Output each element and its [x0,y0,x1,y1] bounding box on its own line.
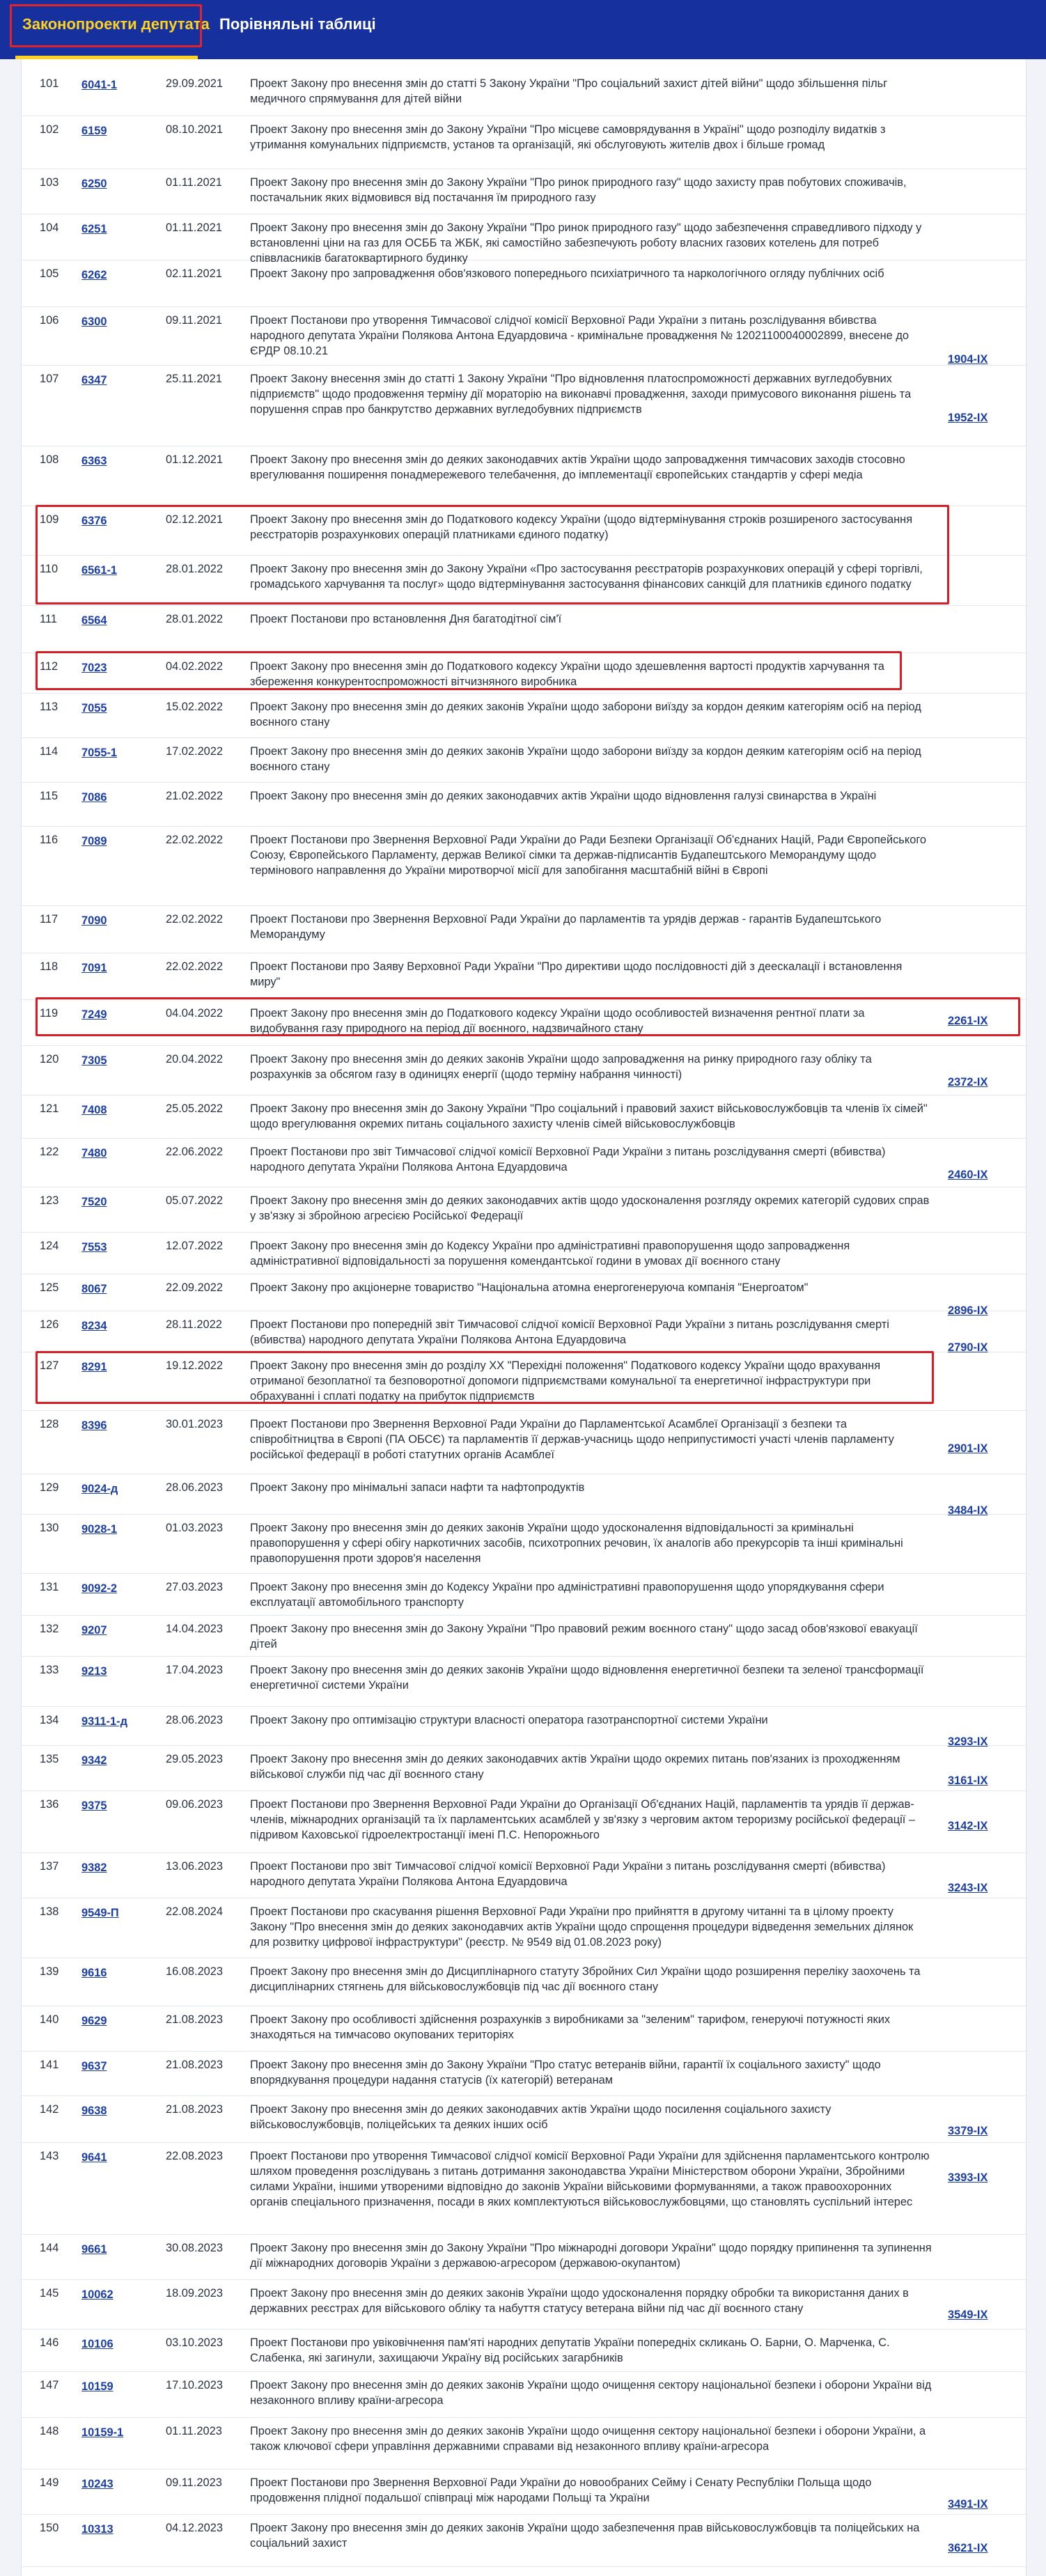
highlight-box [36,505,949,604]
bill-registration-link[interactable]: 9549-П [81,1907,119,1919]
table-row [22,1474,1026,1515]
table-row [22,1706,1026,1746]
bill-title: Проект Постанови про Звернення Верховної Ради України до парламентів та урядів держав - гарантів Будапештського Меморандуму [250,913,882,941]
bill-registration-link[interactable]: 6300 [81,315,107,328]
bill-date: 22.09.2022 [166,1281,224,1294]
bill-date: 09.11.2023 [166,2476,222,2489]
bill-registration-link[interactable]: 7249 [81,1008,107,1021]
bill-registration-link[interactable]: 7090 [81,914,107,927]
row-number: 113 [40,701,58,713]
row-number: 104 [40,221,59,234]
row-number: 117 [40,913,58,926]
bill-date: 22.02.2022 [166,913,224,926]
bill-date: 30.08.2023 [166,2242,224,2254]
row-number: 122 [40,1146,59,1158]
bill-title: Проект Постанови про Заяву Верховної Ради України "Про директиви щодо послідовності дій з деескалації і встановлення миру" [250,960,903,988]
law-number-link[interactable]: 1952-IX [948,412,988,424]
row-number: 135 [40,1753,59,1765]
law-number-link[interactable]: 3293-IX [948,1735,988,1748]
bill-title: Проект Закону про внесення змін до Закону України "Про ринок природного газу" щодо захисту прав побутових споживачів, постачальник яких відмовився від постачання їм природного газу [250,176,907,204]
bill-registration-link[interactable]: 6363 [81,455,107,467]
bill-registration-link[interactable]: 7089 [81,835,107,848]
bill-registration-link[interactable]: 9616 [81,1967,107,1979]
bill-date: 19.12.2022 [166,1359,224,1372]
bill-date: 25.05.2022 [166,1102,224,1115]
bill-registration-link[interactable]: 7305 [81,1054,107,1067]
law-number-link[interactable]: 3379-IX [948,2125,988,2137]
bill-title: Проект Закону про внесення змін до деяких законодавчих актів щодо удосконалення розгляду окремих категорій судових справ у зв'язку зі збройною агресією Російської Федерації [250,1194,930,1222]
table-row [22,1232,1026,1274]
row-number: 118 [40,960,58,973]
bill-title: Проект Закону про внесення змін до деяких законів України щодо очищення сектору національної безпеки і оборони України, а також ключової сфери управління державними справами від незаконного впливу країни-агресора [250,2425,926,2453]
highlight-box [36,1351,934,1404]
bill-title: Проект Закону про внесення змін до Дисциплінарного статуту Збройних Сил України щодо розширення переліку заохочень та дисциплінарних стягнень для військовослужбовців під час дії воєнного стану [250,1965,921,1993]
bill-registration-link[interactable]: 6347 [81,374,107,387]
tab-highlight-box [10,4,202,47]
table-row [22,1745,1026,1791]
row-number: 121 [40,1102,59,1115]
row-number: 110 [40,563,58,575]
table-row [22,1615,1026,1657]
table-row [22,214,1026,265]
bill-date: 01.12.2021 [166,453,224,466]
bill-registration-link[interactable]: 7086 [81,791,107,804]
bill-title: Проект Закону про внесення змін до Закону України «Про застосування реєстраторів розрахункових операцій у сфері торгівлі, громадського харчування та послуг» щодо відтермінування застосування фінансових санкцій для платників єдиного податку [250,563,923,591]
bill-title: Проект Закону про внесення змін до деяких законодавчих актів України щодо відновлення галузі свинарства в Україні [250,790,877,802]
bill-registration-link[interactable]: 8067 [81,1283,107,1295]
law-number-link[interactable]: 2901-IX [948,1442,988,1455]
bill-registration-link[interactable]: 10243 [81,2478,114,2490]
bill-registration-link[interactable]: 7408 [81,1104,107,1116]
row-number: 129 [40,1481,59,1494]
row-number: 115 [40,790,58,802]
table-row [22,2234,1026,2280]
bill-title: Проект Закону про внесення змін до Податкового кодексу України (щодо відтермінування строків розширеного застосування реєстраторів розрахункових операцій платниками єдиного податку) [250,513,913,541]
top-navigation-bar [0,0,1046,59]
table-row [22,905,1026,953]
bill-title: Проект Закону про запровадження обов'язкового попереднього психіатричного та наркологічного огляду публічних осіб [250,267,884,280]
row-number: 101 [40,77,59,90]
bill-registration-link[interactable]: 9375 [81,1800,107,1812]
bill-date: 12.07.2022 [166,1240,224,1252]
row-number: 124 [40,1240,59,1252]
row-number: 107 [40,373,59,385]
row-number: 144 [40,2242,59,2254]
law-number-link[interactable]: 3243-IX [948,1882,988,1894]
bill-date: 14.04.2023 [166,1623,224,1635]
bill-registration-link[interactable]: 9629 [81,2015,107,2027]
row-number: 132 [40,1623,59,1635]
bill-date: 27.03.2023 [166,1581,224,1593]
table-row [22,1790,1026,1853]
bill-date: 01.11.2021 [166,176,222,189]
bill-title: Проект Постанови про Звернення Верховної Ради України до новообраних Сейму і Сенату Республіки Польща щодо продовження плідної подальшої співпраці між народами Польщі та України [250,2476,872,2504]
table-row [22,1656,1026,1707]
table-row [22,953,1026,1000]
bill-date: 25.11.2021 [166,373,222,385]
bill-title: Проект Постанови про Звернення Верховної Ради України до Парламентської Асамблеї Організації з безпеки та співробітництва в Європі (ПА ОБСЄ) та парламентів її держав-учасниць щодо неприпустимості участі членів парламенту російської федерації в роботі статутних органів Асамблеї [250,1418,894,1461]
bill-title: Проект Постанови про Звернення Верховної Ради України до Організації Об'єднаних Націй, парламентів та урядів її держав-членів, міжнародних організацій та їх парламентських асамблей у зв'язку з черговим актом тероризму російської федерації – підривом Каховської гідроелектростанції імені П.С. Непорожнього [250,1798,916,1841]
bill-title: Проект Закону про внесення змін до деяких законів України щодо забезпечення прав військовослужбовців та поліцейських на соціальний захист [250,2522,920,2550]
bill-registration-link[interactable]: 6041-1 [81,79,118,91]
bill-date: 21.08.2023 [166,2103,224,2116]
law-number-link[interactable]: 2896-IX [948,1304,988,1317]
bill-title: Проект Закону про внесення змін до Кодексу України про адміністративні правопорушення щодо запровадження адміністративної відповідальності за порушення комендантської години в умовах дії воєнного стану [250,1240,850,1267]
table-row [22,1514,1026,1574]
bill-registration-link[interactable]: 10062 [81,2288,114,2301]
bill-registration-link[interactable]: 9641 [81,2151,107,2164]
bill-date: 18.09.2023 [166,2287,224,2300]
bill-registration-link[interactable]: 9382 [81,1861,107,1874]
bill-title: Проект Закону про внесення змін до деяких законодавчих актів України щодо окремих питань пов'язаних із проходженням військової служби під час дії воєнного стану [250,1753,900,1781]
bill-registration-link[interactable]: 6250 [81,178,107,190]
bill-date: 21.02.2022 [166,790,224,802]
table-row [22,1095,1026,1139]
row-number: 105 [40,267,59,280]
bill-title: Проект Постанови про попередній звіт Тимчасової слідчої комісії Верховної Ради України з питань розслідування смерті (вбивства) народного депутата України Полякова Антона Едуардовича [250,1318,889,1346]
table-row [22,1274,1026,1317]
bill-title: Проект Постанови про увіковічнення пам'яті народних депутатів України попередніх скликань О. Барни, О. Марченка, С. Слабенка, які загинули, захищаючи Україну від російських загарбників [250,2336,890,2364]
table-row [22,169,1026,214]
table-row [22,260,1026,307]
bill-title: Проект Постанови про Звернення Верховної Ради України до Ради Безпеки Організації Об'єднаних Націй, Ради Європейського Союзу, Європейського Парламенту, держав Великої сімки та держав-підписантів Будапештського Меморандуму щодо термінового направлення до України миротворчої місії для запобігання масштабній війні в Європі [250,834,927,877]
bill-date: 01.11.2021 [166,221,222,234]
bill-date: 02.11.2021 [166,267,222,280]
bill-date: 17.10.2023 [166,2379,224,2391]
row-number: 147 [40,2379,59,2391]
bill-title: Проект Постанови про звіт Тимчасової слідчої комісії Верховної Ради України з питань розслідування смерті (вбивства) народного депутата України Полякова Антона Едуардовича [250,1146,886,1173]
row-number: 130 [40,1522,59,1534]
row-number: 142 [40,2103,59,2116]
law-number-link[interactable]: 3549-IX [948,2309,988,2321]
row-number: 141 [40,2059,59,2071]
bill-title: Проект Закону про внесення змін до розділу XX "Перехідні положення" Податкового кодексу України щодо врахування отриманої безоплатної та безповоротної допомоги підприємствами комунальної та енергетичної інфраструктури при обрахуванні і сплаті податку на прибуток підприємств [250,1359,881,1403]
table-row [22,2051,1026,2096]
law-number-link[interactable]: 2261-IX [948,1015,988,1027]
bill-date: 02.12.2021 [166,513,224,526]
table-row [22,116,1026,169]
bill-title: Проект Закону про внесення змін до деяких законодавчих актів України щодо запровадження тимчасових заходів стосовно врегулювання поширення понадмережевого телебачення, до імплементації європейських стандартів у сфері медіа [250,453,905,481]
bill-registration-link[interactable]: 7055 [81,702,107,715]
law-number-link[interactable]: 2460-IX [948,1169,988,1181]
bill-registration-link[interactable]: 6251 [81,223,107,235]
table-row [22,2329,1026,2372]
highlight-box [36,651,902,690]
row-number: 103 [40,176,59,189]
row-number: 145 [40,2287,59,2300]
bill-registration-link[interactable]: 6376 [81,515,107,527]
bill-date: 22.06.2022 [166,1146,224,1158]
bill-registration-link[interactable]: 6564 [81,614,107,627]
bill-registration-link[interactable]: 7553 [81,1241,107,1254]
bill-registration-link[interactable]: 10159 [81,2380,114,2393]
row-number: 123 [40,1194,59,1207]
bill-title: Проект Постанови про утворення Тимчасової слідчої комісії Верховної Ради України для здійснення парламентського контролю шляхом проведення розслідувань з питань дотримання законодавства України Міністерством оборони України, Збройними силами України, іншими утвореними відповідно до законів України військовими формуваннями, а також правоохоронних органів спеціального призначення, посади в яких комплектуються військовослужбовцями, що становлять суспільний інтерес [250,2150,930,2208]
bill-title: Проект Закону про внесення змін до Закону України "Про ринок природного газу" щодо забезпечення справедливого підходу у встановленні ціни на газ для ОСББ та ЖБК, які самостійно забезпечують роботу власних газових котелень для потреб співвласників багатоквартирного будинку [250,221,922,265]
law-number-link[interactable]: 3484-IX [948,1504,988,1517]
table-row [22,306,1026,366]
bill-registration-link[interactable]: 6561-1 [81,564,118,577]
row-number: 108 [40,453,59,466]
bill-date: 09.11.2021 [166,314,222,327]
bill-date: 28.06.2023 [166,1481,224,1494]
table-row [22,782,1026,827]
law-number-link[interactable]: 3161-IX [948,1774,988,1787]
bill-registration-link[interactable]: 8396 [81,1419,107,1432]
highlight-box [36,997,1020,1036]
bill-date: 28.11.2022 [166,1318,222,1331]
table-row [22,605,1026,653]
table-row [22,1852,1026,1898]
bill-date: 17.04.2023 [166,1664,224,1676]
bill-registration-link[interactable]: 7091 [81,962,107,974]
row-number: 125 [40,1281,59,1294]
bill-date: 21.08.2023 [166,2013,224,2026]
bill-title: Проект Закону про внесення змін до Податкового кодексу України щодо здешевлення вартості продуктів харчування та збереження конкурентоспроможності вітчизняного виробника [250,660,884,688]
bill-title: Проект Закону про внесення змін до деяких законів України щодо удосконалення відповідальності за кримінальні правопорушення у сфері обігу наркотичних засобів, психотропних речовин, їх аналогів або прекурсорів та інші кримінальні правопорушення проти здоров'я населення [250,1522,903,1565]
table-row [22,2279,1026,2329]
row-number: 119 [40,1007,58,1020]
bill-registration-link[interactable]: 7023 [81,662,107,674]
bill-registration-link[interactable]: 10313 [81,2523,114,2536]
bill-registration-link[interactable]: 6262 [81,269,107,281]
table-row [22,2142,1026,2235]
table-row [22,2514,1026,2567]
law-number-link[interactable]: 2790-IX [948,1341,988,1354]
bill-title: Проект Закону внесення змін до статті 1 Закону України "Про відновлення платоспроможності державних вугледобувних підприємств" щодо продовження терміну дії мораторію на виконавчі провадження, заходи примусового виконання рішень та порушення справ про банкрутство державних вугледобувних підприємств [250,373,912,416]
row-number: 120 [40,1053,59,1065]
bill-registration-link[interactable]: 9024-д [81,1483,118,1495]
bill-date: 28.01.2022 [166,563,224,575]
bill-registration-link[interactable]: 9637 [81,2060,107,2072]
table-row [22,2371,1026,2418]
bill-title: Проект Постанови про встановлення Дня багатодітної сім'ї [250,613,562,625]
bill-title: Проект Закону про внесення змін до Закону України "Про правовий режим воєнного стану" щодо засад обов'язкової евакуації дітей [250,1623,918,1650]
bill-registration-link[interactable]: 9028-1 [81,1523,118,1536]
bill-date: 28.01.2022 [166,613,224,625]
row-number: 112 [40,660,58,673]
row-number: 137 [40,1860,59,1873]
bill-title: Проект Закону про внесення змін до Податкового кодексу України щодо особливостей визначення рентної плати за видобування газу природного на період дії воєнного, надзвичайного стану [250,1007,865,1035]
bill-title: Проект Закону про внесення змін до Закону України "Про місцеве самоврядування в Україні" щодо розподілу видатків з утримання комунальних підприємств, установ та організацій, які обслуговують жителів двох і більше громад [250,123,886,151]
law-number-link[interactable]: 2372-IX [948,1076,988,1088]
bill-date: 04.12.2023 [166,2522,224,2534]
bill-date: 21.08.2023 [166,2059,224,2071]
table-row [22,2006,1026,2052]
table-row [22,1958,1026,2006]
bill-date: 13.06.2023 [166,1860,224,1873]
bill-date: 15.02.2022 [166,701,224,713]
bill-title: Проект Закону про акціонерне товариство "Національна атомна енергогенеруюча компанія "Енергоатом" [250,1281,809,1294]
table-row [22,1187,1026,1233]
bill-registration-link[interactable]: 9092-2 [81,1582,118,1595]
bill-registration-link[interactable]: 9638 [81,2105,107,2117]
bill-registration-link[interactable]: 6159 [81,125,107,137]
bill-registration-link[interactable]: 9213 [81,1665,107,1678]
table-row [22,70,1026,116]
row-number: 128 [40,1418,59,1430]
bill-date: 29.05.2023 [166,1753,224,1765]
bill-date: 08.10.2021 [166,123,224,136]
row-number: 126 [40,1318,59,1331]
bill-date: 03.10.2023 [166,2336,224,2349]
table-row [22,2095,1026,2143]
bill-registration-link[interactable]: 9661 [81,2243,107,2256]
row-number: 116 [40,834,58,846]
row-number: 140 [40,2013,59,2026]
row-number: 102 [40,123,59,136]
bill-registration-link[interactable]: 10106 [81,2338,114,2350]
bill-registration-link[interactable]: 9207 [81,1624,107,1637]
bill-date: 30.01.2023 [166,1418,224,1430]
bill-date: 22.02.2022 [166,960,224,973]
row-number: 114 [40,745,58,758]
bill-date: 22.08.2024 [166,1905,224,1918]
bill-title: Проект Закону про особливості здійснення розрахунків з виробниками за "зеленим" тарифом, генеруючі потужності яких знаходяться на тимчасово окупованих територіях [250,2013,891,2041]
bill-title: Проект Закону про внесення змін до деяких законів України щодо заборони виїзду за кордон деяким категоріям осіб на період воєнного стану [250,701,921,728]
bill-title: Проект Закону про внесення змін до деяких законів України щодо запровадження на ринку природного газу обліку та розрахунків за обсягом газу в одиницях енергії (щодо терміну набрання чинності) [250,1053,872,1081]
row-number: 146 [40,2336,59,2349]
row-number: 143 [40,2150,59,2162]
table-row [22,1311,1026,1352]
bill-registration-link[interactable]: 7480 [81,1147,107,1160]
bill-title: Проект Закону про оптимізацію структури власності оператора газотранспортної системи України [250,1714,768,1726]
table-row [22,693,1026,738]
law-number-link[interactable]: 3393-IX [948,2171,988,2184]
table-row [22,1138,1026,1187]
row-number: 127 [40,1359,59,1372]
table-row [22,826,1026,906]
row-number: 134 [40,1714,59,1726]
bill-registration-link[interactable]: 9311-1-д [81,1715,127,1728]
bill-date: 09.06.2023 [166,1798,224,1811]
bill-title: Проект Закону про внесення змін до статті 5 Закону України "Про соціальний захист дітей війни" щодо збільшення пільг медичного спрямування для дітей війни [250,77,888,105]
bill-date: 22.08.2023 [166,2150,224,2162]
row-number: 133 [40,1664,59,1676]
table-row [22,737,1026,783]
bill-registration-link[interactable]: 8234 [81,1320,107,1332]
bill-date: 04.04.2022 [166,1007,224,1020]
tab-comparative-tables[interactable]: Порівняльні таблиці [219,15,376,33]
bill-registration-link[interactable]: 8291 [81,1361,107,1373]
bill-date: 16.08.2023 [166,1965,224,1978]
bill-registration-link[interactable]: 7520 [81,1196,107,1208]
law-number-link[interactable]: 3142-IX [948,1820,988,1832]
bill-title: Проект Постанови про звіт Тимчасової слідчої комісії Верховної Ради України з питань розслідування смерті (вбивства) народного депутата України Полякова Антона Едуардовича [250,1860,886,1888]
table-row [22,2417,1026,2469]
row-number: 106 [40,314,59,327]
bill-title: Проект Закону про внесення змін до деяких законів України щодо очищення сектору національної безпеки і оборони України від незаконного впливу країни-агресора [250,2379,932,2407]
table-row [22,365,1026,446]
bill-registration-link[interactable]: 7055-1 [81,747,118,759]
bill-date: 17.02.2022 [166,745,224,758]
bill-title: Проект Постанови про утворення Тимчасової слідчої комісії Верховної Ради України з питань розслідування вбивства народного депутата України Полякова Антона Едуардовича - кримінальне провадження № 12021100040002899, внесене до ЄРДР 08.10.21 [250,314,910,357]
bill-title: Проект Закону про внесення змін до Кодексу України про адміністративні правопорушення щодо упорядкування сфери експлуатації автомобільного транспорту [250,1581,884,1609]
bill-date: 22.02.2022 [166,834,224,846]
bill-date: 05.07.2022 [166,1194,224,1207]
bill-title: Проект Закону про внесення змін до деяких законів України щодо відновлення енергетичної безпеки та зеленої трансформації енергетичної системи України [250,1664,924,1692]
row-number: 149 [40,2476,59,2489]
bill-title: Проект Постанови про скасування рішення Верховної Ради України про прийняття в другому читанні та в цілому проекту Закону "Про внесення змін до деяких законодавчих актів України щодо спрощення процедури відведення земельних ділянок для розвитку цифрової інфраструктури" (реєстр. № 9549 від 01.08.2023 року) [250,1905,914,1949]
bill-date: 01.11.2023 [166,2425,222,2437]
row-number: 109 [40,513,59,526]
row-number: 131 [40,1581,59,1593]
bill-registration-link[interactable]: 9342 [81,1754,107,1767]
table-row [22,1573,1026,1616]
bill-title: Проект Закону про внесення змін до Закону України "Про соціальний і правовий захист військовослужбовців та членів їх сімей" щодо врегулювання окремих питань соціального захисту членів сімей військовослужбовців [250,1102,928,1130]
row-number: 150 [40,2522,59,2534]
bill-title: Проект Закону про внесення змін до Закону України "Про статус ветеранів війни, гарантії їх соціального захисту" щодо впорядкування процедури надання статусів (їх категорій) ветеранам [250,2059,881,2086]
table-row [22,2469,1026,2515]
table-row [22,1410,1026,1474]
bill-date: 29.09.2021 [166,77,224,90]
table-row [22,446,1026,506]
bill-title: Проект Закону про внесення змін до деяких законів України щодо удосконалення порядку обробки та використання даних в державних реєстрах для військового обліку та набуття статусу ветерана війни під час дії воєнного стану [250,2287,909,2315]
law-number-link[interactable]: 1904-IX [948,353,988,366]
bill-title: Проект Закону про внесення змін до деяких законів України щодо заборони виїзду за кордон деяким категоріям осіб на період воєнного стану [250,745,921,773]
table-row [22,1045,1026,1095]
bill-title: Проект Закону про мінімальні запаси нафти та нафтопродуктів [250,1481,585,1494]
bill-title: Проект Закону про внесення змін до Закону України "Про міжнародні договори України" щодо порядку припинення та зупинення дії міжнародних договорів України з державою-агресором (державою-окупантом) [250,2242,932,2270]
law-number-link[interactable]: 3621-IX [948,2542,988,2554]
table-row [22,1898,1026,1958]
law-number-link[interactable]: 3491-IX [948,2498,988,2511]
row-number: 139 [40,1965,59,1978]
bill-date: 28.06.2023 [166,1714,224,1726]
bill-date: 20.04.2022 [166,1053,224,1065]
bill-registration-link[interactable]: 10159-1 [81,2426,124,2439]
bills-table [21,59,1027,2576]
row-number: 148 [40,2425,59,2437]
bill-date: 04.02.2022 [166,660,224,673]
tab-deputy-bills[interactable]: Законопроекти депутата [22,15,210,33]
bill-title: Проект Закону про внесення змін до деяких законодавчих актів України щодо посилення соціального захисту військовослужбовців, поліцейських та деяких інших осіб [250,2103,832,2131]
row-number: 136 [40,1798,59,1811]
row-number: 111 [40,613,57,625]
row-number: 138 [40,1905,59,1918]
bill-date: 01.03.2023 [166,1522,224,1534]
